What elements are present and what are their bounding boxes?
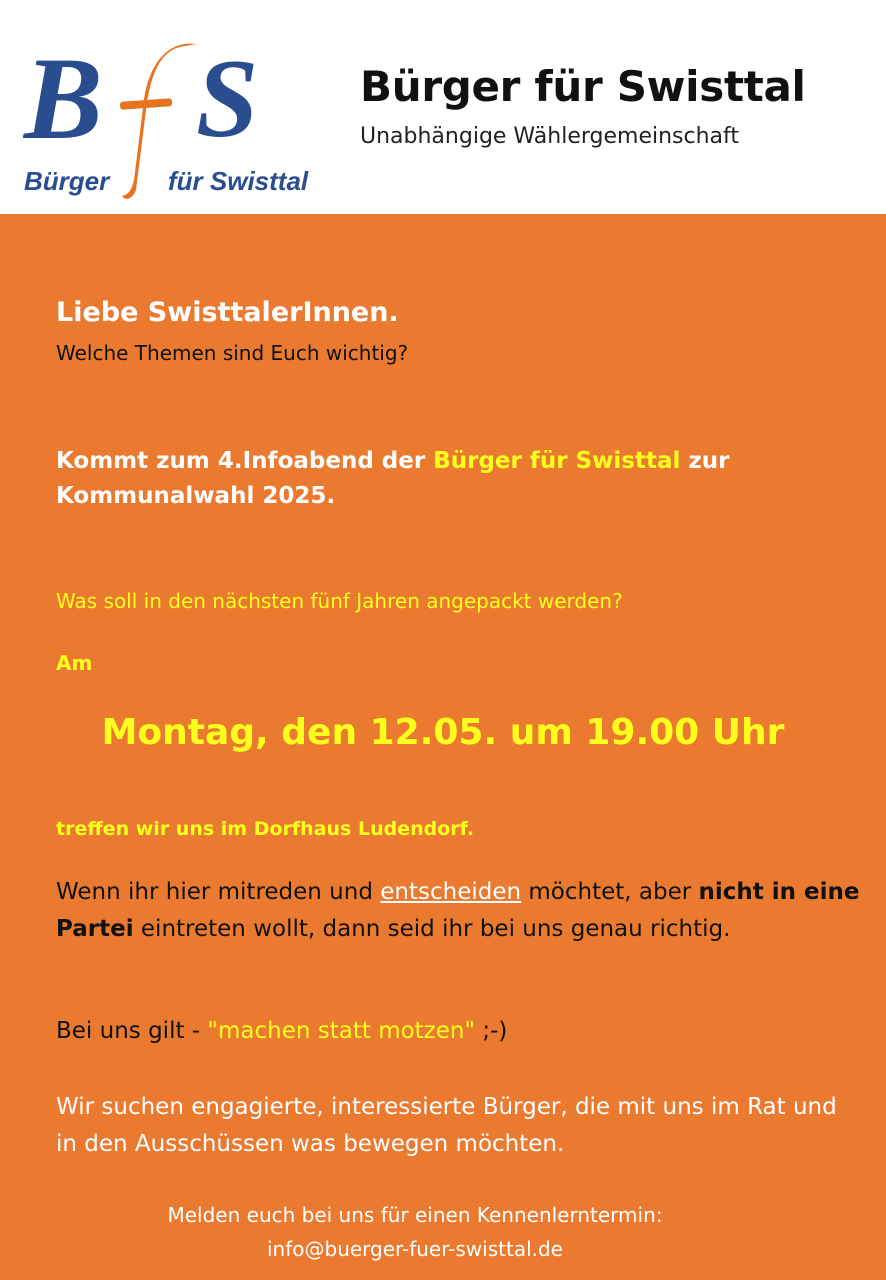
motto-suffix: ;-) — [475, 1018, 508, 1044]
bfs-logo-graphic — [18, 30, 318, 210]
invitation — [56, 444, 846, 514]
svg-text:S: S — [196, 37, 259, 161]
topics-question: Welche Themen sind Euch wichtig? — [56, 341, 409, 365]
svg-text:B: B — [24, 33, 103, 164]
event-date: Montag, den 12.05. um 19.00 Uhr — [101, 712, 785, 753]
motto-line — [56, 1018, 507, 1044]
invitation-part-1: Kommt zum 4.Infoabend der — [56, 448, 434, 474]
motto-prefix: Bei uns gilt - — [56, 1018, 208, 1044]
paragraph-part-3: eintreten wollt, dann seid ihr bei uns genau richtig. — [133, 916, 731, 942]
meeting-place: treffen wir uns im Dorfhaus Ludendorf. — [56, 818, 475, 840]
paragraph-underlined: entscheiden — [380, 879, 522, 905]
bfs-logo — [18, 30, 318, 210]
participation-paragraph — [56, 874, 866, 948]
am-label: Am — [56, 651, 93, 675]
paragraph-part-1: Wenn ihr hier mitreden und — [56, 879, 381, 905]
invitation-part-2: zur Kommunalwahl 2025. — [56, 448, 730, 509]
contact-block — [0, 1198, 830, 1266]
flyer-header — [0, 0, 886, 214]
paragraph-bold: nicht in eine Partei — [56, 879, 860, 942]
paragraph-part-2: möchtet, aber — [521, 879, 699, 905]
contact-email: info@buerger-fuer-swisttal.de — [266, 1237, 563, 1261]
contact-line: Melden euch bei uns für einen Kennenlerntermin: — [167, 1203, 663, 1227]
logo-caption-left: Bürger — [24, 166, 110, 196]
flyer-body — [0, 214, 886, 1280]
greeting: Liebe SwisttalerInnen. — [56, 297, 399, 328]
organization-subtitle: Unabhängige Wählergemeinschaft — [360, 124, 739, 149]
invitation-highlight: Bürger für Swisttal — [433, 448, 681, 474]
search-paragraph: Wir suchen engagierte, interessierte Bürger, die mit uns im Rat und in den Ausschüssen was bewegen möchten. — [56, 1094, 837, 1157]
motto-quote: "machen statt motzen" — [207, 1018, 476, 1044]
five-years-question: Was soll in den nächsten fünf Jahren angepackt werden? — [56, 589, 623, 613]
logo-caption-right: für Swisttal — [168, 166, 309, 196]
organization-title: Bürger für Swisttal — [360, 62, 806, 111]
